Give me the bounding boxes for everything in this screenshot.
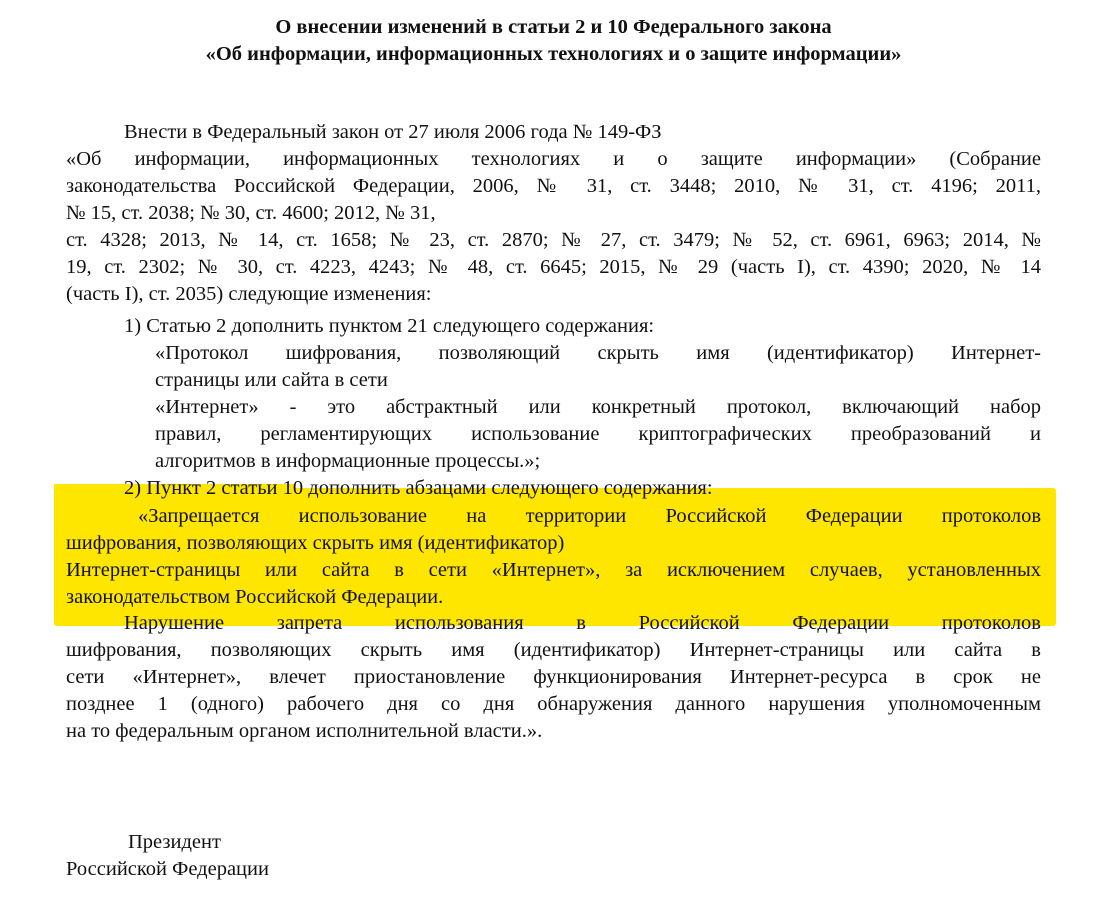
signature-block (66, 829, 269, 883)
item-2-label: 2) Пункт 2 статьи 10 дополнить абзацами следующего содержания: (124, 477, 713, 499)
text-line: ст. 4328; 2013, № 14, ст. 1658; № 23, ст. 2870; № 27, ст. 3479; № 52, ст. 6961, 6963; 2014, № (66, 229, 1041, 251)
signature-subtitle: Российской Федерации (66, 858, 269, 880)
highlighted-line: Интернет-страницы или сайта в сети «Интернет», за исключением случаев, установленных (66, 559, 1041, 581)
item-1 (66, 313, 1041, 475)
quote-line: «Интернет» - это абстрактный или конкретный протокол, включающий набор (155, 396, 1041, 418)
text-line: № 15, ст. 2038; № 30, ст. 4600; 2012, № 31, (66, 202, 436, 224)
quote-line: правил, регламентирующих использование криптографических преобразований и (155, 423, 1041, 445)
title-line: О внесении изменений в статьи 2 и 10 Федерального закона (275, 16, 832, 38)
highlighted-line: законодательством Российской Федерации. (66, 586, 444, 608)
highlighted-line: шифрования, позволяющих скрыть имя (идентификатор) (66, 532, 565, 554)
text-line: «Об информации, информационных технологиях и о защите информации» (Собрание (66, 148, 1041, 170)
signature-title: Президент (128, 831, 221, 853)
text-line: шифрования, позволяющих скрыть имя (идентификатор) Интернет-страницы или сайта в (66, 639, 1041, 661)
text-line: Внести в Федеральный закон от 27 июля 2006 года № 149-ФЗ (124, 121, 662, 143)
text-line: на то федеральным органом исполнительной власти.». (66, 720, 543, 742)
title-line: «Об информации, информационных технологиях и о защите информации» (205, 43, 902, 65)
quote-line: алгоритмов в информационные процессы.»; (155, 450, 541, 472)
highlighted-paragraph (66, 503, 1041, 611)
text-line: (часть I), ст. 2035) следующие изменения: (66, 283, 432, 305)
document-title (0, 14, 1107, 68)
text-line: Нарушение запрета использования в Российской Федерации протоколов (124, 612, 1041, 634)
text-line: сети «Интернет», влечет приостановление функционирования Интернет-ресурса в срок не (66, 666, 1041, 688)
highlighted-line: «Запрещается использование на территории Российской Федерации протоколов (138, 505, 1041, 527)
item-2 (66, 475, 1041, 502)
intro-paragraph (66, 119, 1041, 308)
text-line: законодательства Российской Федерации, 2006, № 31, ст. 3448; 2010, № 31, ст. 4196; 2011, (66, 175, 1041, 197)
violation-paragraph (66, 610, 1041, 745)
item-1-label: 1) Статью 2 дополнить пунктом 21 следующего содержания: (124, 315, 655, 337)
quote-line: страницы или сайта в сети (155, 369, 388, 391)
text-line: 19, ст. 2302; № 30, ст. 4223, 4243; № 48, ст. 6645; 2015, № 29 (часть I), ст. 4390; 2020, № 14 (66, 256, 1041, 278)
quote-line: «Протокол шифрования, позволяющий скрыть имя (идентификатор) Интернет- (155, 342, 1041, 364)
text-line: позднее 1 (одного) рабочего дня со дня обнаружения данного нарушения уполномоченным (66, 693, 1041, 715)
